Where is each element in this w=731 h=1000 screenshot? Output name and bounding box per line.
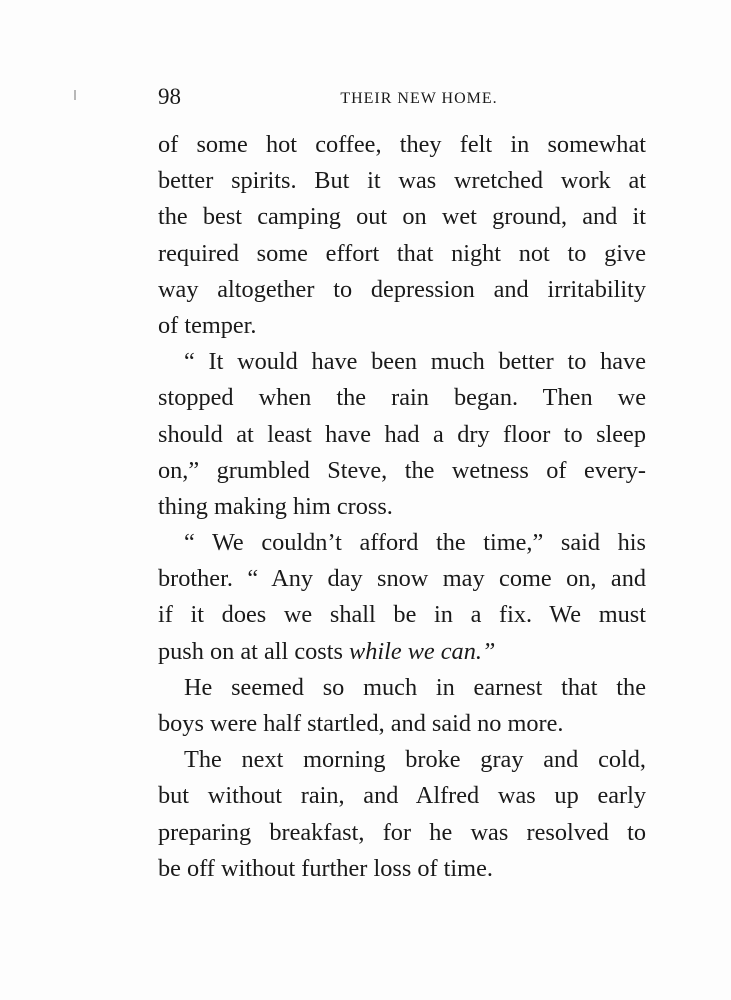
text-line: way altogether to depression and irritability bbox=[158, 275, 646, 303]
text-line: He seemed so much in earnest that the bbox=[184, 673, 646, 701]
text-line: thing making him cross. bbox=[158, 492, 393, 520]
margin-mark bbox=[74, 90, 76, 100]
text-line: if it does we shall be in a fix. We must bbox=[158, 601, 646, 629]
text-line bbox=[158, 634, 646, 670]
italic-text-run: while we can.” bbox=[348, 637, 496, 665]
text-line: boys were half startled, and said no more. bbox=[158, 710, 564, 737]
text-line: “ It would have been much better to have bbox=[184, 348, 646, 376]
text-line: of temper. bbox=[158, 311, 257, 339]
text-line: better spirits. But it was wretched work at bbox=[158, 167, 646, 195]
body-text bbox=[158, 127, 646, 887]
page-header bbox=[158, 84, 646, 114]
text-line: should at least have had a dry floor to sleep bbox=[158, 420, 646, 448]
text-line: of some hot coffee, they felt in somewhat bbox=[158, 131, 646, 158]
text-line: be off without further loss of time. bbox=[158, 854, 493, 882]
text-line: brother. “ Any day snow may come on, and bbox=[158, 565, 646, 593]
text-line: The next morning broke gray and cold, bbox=[184, 746, 646, 774]
text-line: but without rain, and Alfred was up early bbox=[158, 782, 646, 810]
text-line: on,” grumbled Steve, the wetness of every- bbox=[158, 456, 646, 484]
running-title: THEIR NEW HOME. bbox=[340, 90, 498, 107]
text-line: “ We couldn’t afford the time,” said his bbox=[184, 529, 646, 557]
text-line: preparing breakfast, for he was resolved to bbox=[158, 818, 646, 846]
text-line: the best camping out on wet ground, and it bbox=[158, 203, 646, 231]
page-number: 98 bbox=[158, 84, 181, 109]
text-run: push on at all costs bbox=[158, 637, 349, 665]
text-line: stopped when the rain began. Then we bbox=[158, 384, 646, 412]
text-line: required some effort that night not to give bbox=[158, 239, 646, 267]
